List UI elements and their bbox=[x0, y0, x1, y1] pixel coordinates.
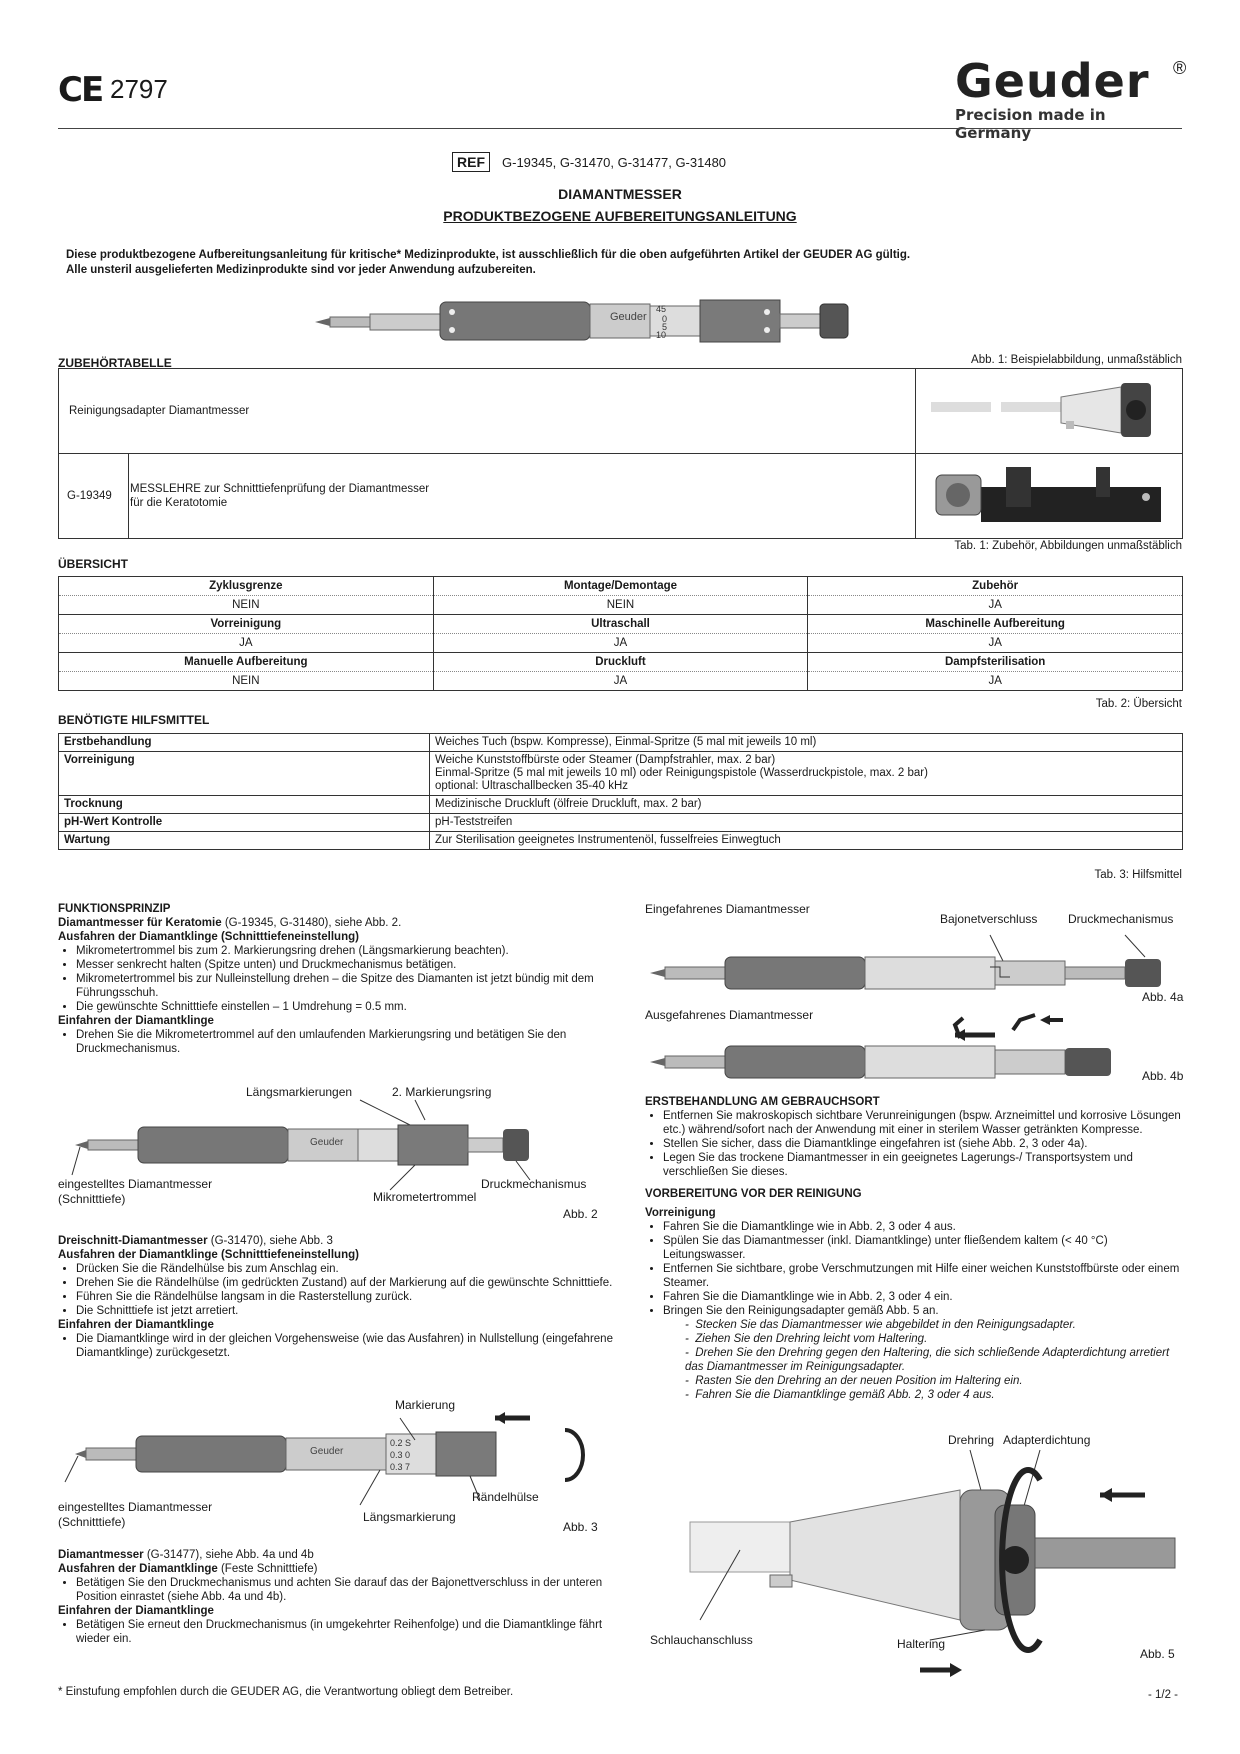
fig2-brand: Geuder bbox=[310, 1137, 344, 1148]
overview-table bbox=[58, 576, 1183, 691]
fig1-scale-0: 0 bbox=[662, 314, 668, 324]
fig3-label-set-knife: eingestelltes Diamantmesser bbox=[58, 1500, 213, 1514]
first-treatment-list: • Entfernen Sie makroskopisch sichtbare Verunreinigungen (bspw. Arzneimittel und korrosive Lösungen etc.) während/sofort nach der Anwendung mit einer in sterilem Wasser getränkten Kompresse. • Stellen Sie sicher, dass die Diamantklinge eingefahren ist (siehe Abb. 2, 3 oder 4a). • Legen Sie das trockene Diamantmesser in ein geeignetes Lagerungs-/ Transportsystem und verschließen Sie dieses. bbox=[645, 1109, 1185, 1179]
fig4a-label-pressure: Druckmechanismus bbox=[1068, 912, 1174, 926]
overview-head-row: Vorreinigung Ultraschall Maschinelle Aufbereitung bbox=[59, 615, 1183, 634]
fig3-label-marking: Markierung bbox=[395, 1398, 456, 1412]
pre-sub-item: - Rasten Sie den Drehring an der neuen Position im Haltering ein. bbox=[685, 1375, 1023, 1387]
fig5-label-dial: Drehring bbox=[948, 1433, 995, 1447]
ref-label: REF bbox=[452, 152, 490, 172]
pre-cleaning-list: • Fahren Sie die Diamantklinge wie in Abb. 2, 3 oder 4 aus. • Spülen Sie das Diamantmesser (inkl. Diamantklinge) unter fließendem kaltem (< 40 °C) Leitungswasser. • Entfernen Sie sichtbare, grobe Verschmutzungen mit Hilfe einer weichen Kunststoffbürste oder einem Steamer. • Fahren Sie die Diamantklinge wie in Abb. 2, 3 oder 4 ein. • Bringen Sie den Reinigungsadapter gemäß Abb. 5 an. bbox=[645, 1220, 1185, 1318]
trischnitt-title: Dreischnitt-Diamantmesser (G-31470), siehe Abb. 3 bbox=[58, 1235, 333, 1247]
left-column-a: FUNKTIONSPRINZIP Diamantmesser für Keratomie (G-19345, G-31480), siehe Abb. 2. Ausfahren der Diamantklinge (Schnitttiefeneinstellung) • Mikrometertrommel bis zum 2. Markierungsring drehen (Längsmarkierung beachten). • Messer senkrecht halten (Spitze unten) und Druckmechanismus betätigen. • Mikrometertrommel bis zur Nulleinstellung drehen – die Spitze des Diamanten ist jetzt bündig mit dem Führungsschuh. • Die gewünschte Schnitttiefe einstellen – 1 Umdrehung = 0.5 mm. Einfahren der Diamantklinge • Drehen Sie die Mikrometertrommel auf den umlaufenden Markierungsring und betätigen Sie den Druckmechanismus. bbox=[58, 902, 613, 1056]
dm-in-list: • Betätigen Sie erneut den Druckmechanismus (in umgekehrter Reihenfolge) und die Diamantklinge fährt wieder ein. bbox=[58, 1618, 613, 1646]
fig3-caption: Abb. 3 bbox=[563, 1520, 598, 1534]
fig2-knife-illustration bbox=[70, 1105, 590, 1175]
keratomie-in-list: • Drehen Sie die Mikrometertrommel auf den umlaufenden Markierungsring und betätigen Sie den Druckmechanismus. bbox=[58, 1028, 613, 1056]
overview-head-row: Manuelle Aufbereitung Druckluft Dampfsterilisation bbox=[59, 653, 1183, 672]
trischnitt-out-list: • Drücken Sie die Rändelhülse bis zum Anschlag ein. • Drehen Sie die Rändelhülse (im gedrückten Zustand) auf der Markierung auf die gewünschte Schnitttiefe. • Führen Sie die Rändelhülse langsam in die Rasterstellung zurück. • Die Schnitttiefe ist jetzt arretiert. bbox=[58, 1262, 613, 1318]
dm-out-list: • Betätigen Sie den Druckmechanismus und achten Sie darauf das der Bajonettverschluss in der unteren Position einrastet (siehe Abb. 4a und 4b). bbox=[58, 1576, 613, 1604]
fig3-knife-illustration bbox=[70, 1410, 590, 1490]
fig4a-knife-illustration bbox=[645, 935, 1175, 990]
fig4b-knife-illustration bbox=[645, 1010, 1175, 1080]
function-heading: FUNKTIONSPRINZIP bbox=[58, 903, 171, 915]
fig5-caption: Abb. 5 bbox=[1140, 1647, 1175, 1661]
dm-title: Diamantmesser (G-31477), siehe Abb. 4a und 4b bbox=[58, 1549, 314, 1561]
keratomie-out-list: • Mikrometertrommel bis zum 2. Markierungsring drehen (Längsmarkierung beachten). • Messer senkrecht halten (Spitze unten) und Druckmechanismus betätigen. • Mikrometertrommel bis zur Nulleinstellung drehen – die Spitze des Diamanten ist jetzt bündig mit dem Führungsschuh. • Die gewünschte Schnitttiefe einstellen – 1 Umdrehung = 0.5 mm. bbox=[58, 944, 613, 1014]
fig2-label-laengsmarkierungen: Längsmarkierungen bbox=[246, 1085, 353, 1099]
brand-logo bbox=[955, 54, 1187, 142]
trischnitt-in-list: • Die Diamantklinge wird in der gleichen Vorgehensweise (wie das Ausfahren) in Nullstellung (eingefahrene Diamantklinge) zurückgesetzt. bbox=[58, 1332, 613, 1360]
header-divider bbox=[58, 128, 1182, 129]
fig4b-title: Ausgefahrenes Diamantmesser bbox=[645, 1008, 814, 1022]
fig1-brand: Geuder bbox=[610, 311, 647, 323]
pre-sub-item: - Stecken Sie das Diamantmesser wie abgebildet in den Reinigungsadapter. bbox=[685, 1319, 1076, 1331]
measuring-gauge-image bbox=[920, 454, 1183, 539]
fig1-caption: Abb. 1: Beispielabbildung, unmaßstäblich bbox=[971, 354, 1182, 366]
cleaning-adapter-image bbox=[920, 369, 1183, 454]
accessories-table bbox=[58, 368, 1183, 539]
accessory-code: G-19349 bbox=[59, 454, 129, 539]
fig2-label-set-knife: eingestelltes Diamantmesser bbox=[58, 1177, 213, 1191]
ce-mark: CE bbox=[58, 70, 103, 110]
document-title: DIAMANTMESSER bbox=[558, 186, 682, 202]
accessory-desc: Reinigungsadapter Diamantmesser bbox=[59, 369, 916, 454]
left-column-b: Dreischnitt-Diamantmesser (G-31470), siehe Abb. 3 Ausfahren der Diamantklinge (Schnitttiefeneinstellung) • Drücken Sie die Rändelhülse bis zum Anschlag ein. • Drehen Sie die Rändelhülse (im gedrückten Zustand) auf der Markierung auf die gewünschte Schnitttiefe. • Führen Sie die Rändelhülse langsam in die Rasterstellung zurück. • Die Schnitttiefe ist jetzt arretiert. Einfahren der Diamantklinge • Die Diamantklinge wird in der gleichen Vorgehensweise (wie das Ausfahren) in Nullstellung (eingefahrene Diamantklinge) zurückgesetzt. bbox=[58, 1234, 613, 1360]
fig4a-caption: Abb. 4a bbox=[1142, 990, 1184, 1004]
overview-value-row: NEIN NEIN JA bbox=[59, 596, 1183, 615]
aids-row: pH-Wert Kontrolle pH-Teststreifen bbox=[59, 814, 1183, 832]
accessory-row bbox=[59, 369, 1183, 454]
intro-text bbox=[66, 248, 1166, 278]
keratomie-title: Diamantmesser für Keratomie (G-19345, G-31480), siehe Abb. 2. bbox=[58, 917, 402, 929]
pre-cleaning-heading: Vorreinigung bbox=[645, 1207, 716, 1219]
brand-tagline: Precision made in Germany bbox=[955, 106, 1106, 142]
aids-table bbox=[58, 733, 1183, 850]
fig2-label-ring: 2. Markierungsring bbox=[392, 1085, 492, 1099]
page-number: - 1/2 - bbox=[1147, 1689, 1178, 1701]
fig1-scale-10: 10 bbox=[656, 330, 667, 340]
aids-row: Wartung Zur Sterilisation geeignetes Instrumentenöl, fusselfreies Einwegtuch bbox=[59, 832, 1183, 850]
intro-line-2: Alle unsteril ausgelieferten Medizinprodukte sind vor jeder Anwendung aufzubereiten. bbox=[66, 264, 536, 276]
fig3-brand: Geuder bbox=[310, 1446, 344, 1457]
brand-name: Geuder bbox=[955, 54, 1150, 108]
fig4a-label-bayonet: Bajonetverschluss bbox=[940, 912, 1038, 926]
fig2-caption: Abb. 2 bbox=[563, 1207, 598, 1221]
overview-heading: ÜBERSICHT bbox=[58, 557, 129, 571]
overview-caption: Tab. 2: Übersicht bbox=[1095, 698, 1182, 710]
pre-sub-item: - Ziehen Sie den Drehring leicht vom Haltering. bbox=[685, 1333, 928, 1345]
accessories-caption: Tab. 1: Zubehör, Abbildungen unmaßstäblich bbox=[954, 540, 1182, 552]
intro-line-1: Diese produktbezogene Aufbereitungsanleitung für kritische* Medizinprodukte, ist ausschließlich für die oben aufgeführten Artikel der GEUDER AG gültig. bbox=[66, 249, 911, 261]
fig2-label-pressure: Druckmechanismus bbox=[481, 1177, 587, 1191]
fig1-scale-45: 45 bbox=[656, 304, 667, 314]
fig3-label-depth: (Schnitttiefe) bbox=[58, 1515, 126, 1529]
left-column-c: Diamantmesser (G-31477), siehe Abb. 4a und 4b Ausfahren der Diamantklinge (Feste Schnitttiefe) • Betätigen Sie den Druckmechanismus und achten Sie darauf das der Bajonettverschluss in der unteren Position einrastet (siehe Abb. 4a und 4b). Einfahren der Diamantklinge • Betätigen Sie erneut den Druckmechanismus (in umgekehrter Reihenfolge) und die Diamantklinge fährt wieder ein. bbox=[58, 1548, 613, 1646]
accessory-desc: MESSLEHRE zur Schnitttiefenprüfung der Diamantmesser für die Keratotomie bbox=[129, 454, 916, 539]
aids-row: Trocknung Medizinische Druckluft (ölfreie Druckluft, max. 2 bar) bbox=[59, 796, 1183, 814]
ref-numbers: G-19345, G-31470, G-31477, G-31480 bbox=[502, 154, 727, 170]
fig4a-title: Eingefahrenes Diamantmesser bbox=[645, 902, 810, 916]
fig3-mark-2: 0.3 0 bbox=[390, 1450, 411, 1460]
fig3-label-knurl: Rändelhülse bbox=[472, 1490, 539, 1504]
registered-mark: ® bbox=[1173, 58, 1187, 78]
overview-head-row: Zyklusgrenze Montage/Demontage Zubehör bbox=[59, 577, 1183, 596]
fig4b-caption: Abb. 4b bbox=[1142, 1069, 1184, 1083]
fig2-label-micrometer: Mikrometertrommel bbox=[373, 1190, 477, 1204]
fig3-mark-3: 0.3 7 bbox=[390, 1462, 411, 1472]
document-subtitle: PRODUKTBEZOGENE AUFBEREITUNGSANLEITUNG bbox=[443, 208, 797, 224]
aids-caption: Tab. 3: Hilfsmittel bbox=[1094, 869, 1182, 881]
aids-row: Erstbehandlung Weiches Tuch (bspw. Kompresse), Einmal-Spritze (5 mal mit jeweils 10 ml) bbox=[59, 734, 1183, 752]
overview-value-row: JA JA JA bbox=[59, 634, 1183, 653]
aids-heading: BENÖTIGTE HILFSMITTEL bbox=[58, 713, 210, 727]
right-column-text bbox=[645, 1095, 1185, 1402]
overview-value-row: NEIN JA JA bbox=[59, 672, 1183, 691]
pre-sub-item: - Drehen Sie den Drehring gegen den Haltering, die sich schließende Adapterdichtung arretiert das Diamantmesser im Reinigungsadapter. bbox=[685, 1347, 1170, 1373]
accessories-heading: ZUBEHÖRTABELLE bbox=[58, 356, 172, 370]
fig3-mark-1: 0.2 S bbox=[390, 1438, 412, 1448]
fig5-label-hose: Schlauchanschluss bbox=[650, 1633, 753, 1647]
ce-number: 2797 bbox=[110, 74, 168, 104]
accessory-row bbox=[59, 454, 1183, 539]
diamond-knife-illustration bbox=[310, 292, 930, 342]
pre-sub-item: - Fahren Sie die Diamantklinge gemäß Abb. 2, 3 oder 4 aus. bbox=[685, 1389, 995, 1401]
fig5-label-seal: Adapterdichtung bbox=[1003, 1433, 1091, 1447]
footer-note: * Einstufung empfohlen durch die GEUDER AG, die Verantwortung obliegt dem Betreiber. bbox=[58, 1686, 514, 1698]
fig5-label-retainer: Haltering bbox=[897, 1637, 946, 1651]
ref-line bbox=[452, 152, 726, 172]
fig1-scale-5: 5 bbox=[662, 322, 668, 332]
preparation-heading: VORBEREITUNG VOR DER REINIGUNG bbox=[645, 1188, 862, 1200]
first-treatment-heading: ERSTBEHANDLUNG AM GEBRAUCHSORT bbox=[645, 1096, 880, 1108]
fig2-label-depth: (Schnitttiefe) bbox=[58, 1192, 126, 1206]
fig3-label-long-mark: Längsmarkierung bbox=[363, 1510, 456, 1524]
aids-row: Vorreinigung Weiche Kunststoffbürste oder Steamer (Dampfstrahler, max. 2 bar) Einmal-Spritze (5 mal mit jeweils 10 ml) oder Reinigungspistole (Wasserdruckpistole, max. 2 bar) optional: Ultraschallbecken 35-40 kHz bbox=[59, 752, 1183, 796]
fig5-adapter-illustration bbox=[680, 1450, 1180, 1650]
